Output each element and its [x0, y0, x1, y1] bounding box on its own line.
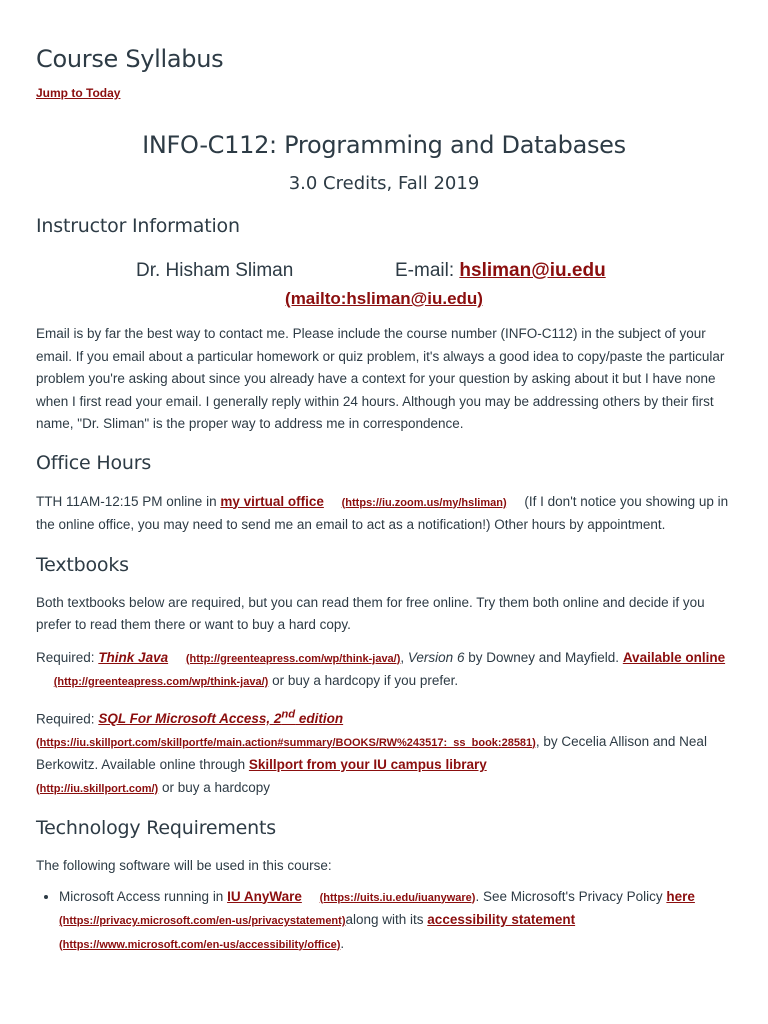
accessibility-statement-url[interactable]: (https://www.microsoft.com/en-us/accessibility/office)	[59, 938, 341, 951]
virtual-office-link[interactable]: my virtual office	[220, 493, 324, 509]
course-credits: 3.0 Credits, Fall 2019	[288, 173, 480, 194]
instructor-contact-row	[36, 257, 732, 285]
technology-intro: The following software will be used in this course:	[36, 858, 332, 873]
instructor-mailto-link[interactable]: (mailto:hsliman@iu.edu)	[285, 289, 483, 308]
instructor-heading: Instructor Information	[36, 215, 240, 237]
think-java-url[interactable]: (http://greenteapress.com/wp/think-java/)	[185, 652, 401, 665]
textbook-sql-access: Required: SQL For Microsoft Access, 2nd edition (https://iu.skillport.com/skillportfe/main.action#summary/BOOKS/RW%243517:_ss_book:28581), by Cecelia Allison and Neal Berkowitz. Available online through Skillport from your IU campus library (http://iu.skillport.com/) or buy a hardcopy	[36, 708, 707, 795]
email-label: E-mail: hsliman@iu.edu	[395, 260, 606, 281]
skillport-url[interactable]: (http://iu.skillport.com/)	[36, 782, 159, 795]
jump-to-today-link[interactable]: Jump to Today	[36, 86, 121, 100]
skillport-link[interactable]: Skillport from your IU campus library	[248, 757, 487, 772]
textbook-think-java: Required: Think Java (http://greenteapress.com/wp/think-java/), Version 6 by Downey and Mayfield. Available online (http://greenteapress.com/wp/think-java/) or buy a hardcopy if you prefer.	[36, 649, 726, 688]
textbooks-heading: Textbooks	[36, 553, 129, 576]
privacy-here-link[interactable]: here	[666, 888, 695, 904]
privacy-statement-url[interactable]: (https://privacy.microsoft.com/en-us/privacystatement)	[59, 915, 346, 927]
iu-anyware-link[interactable]: IU AnyWare	[227, 888, 302, 904]
available-online-link[interactable]: Available online	[622, 649, 726, 665]
virtual-office-url[interactable]: (https://iu.zoom.us/my/hsliman)	[341, 496, 507, 509]
course-title: INFO-C112: Programming and Databases	[142, 131, 626, 159]
instructor-paragraph: Email is by far the best way to contact me. Please include the course number (INFO-C112) in the subject of your email. If you email about a particular homework or quiz problem, it's always a good idea to copy/paste the particular problem you're asking about since you already have a context for your question by asking about it but I have none when I first read your email. I generally reply within 24 hours. Although you may be addressing others by their first name, "Dr. Sliman" is the proper way to address me in correspondence.	[36, 326, 725, 431]
technology-list	[36, 886, 732, 957]
textbooks-intro: Both textbooks below are required, but you can read them for free online. Try them both online and decide if you prefer to read them there or want to buy a hard copy.	[36, 594, 705, 632]
sql-access-link[interactable]: SQL For Microsoft Access, 2nd edition	[98, 708, 344, 726]
think-java-link[interactable]: Think Java	[98, 649, 169, 665]
office-hours-heading: Office Hours	[36, 451, 152, 474]
mailto-row	[36, 287, 732, 311]
accessibility-statement-link[interactable]: accessibility statement	[427, 912, 576, 927]
list-item: • Microsoft Access running in IU AnyWare (https://uits.iu.edu/iuanyware). See Microsoft's Privacy Policy here (https://privacy.microsoft.com/en-us/privacystatement)along with its accessibility statement (https://www.microsoft.com/en-us/accessibility/office).	[59, 886, 732, 957]
office-hours-paragraph: TTH 11AM-12:15 PM online in my virtual office (https://iu.zoom.us/my/hsliman) (If I don't notice you showing up in the online office, you may need to send me an email to act as a notification!) Other hours by appointment.	[36, 493, 729, 532]
instructor-email-link[interactable]: hsliman@iu.edu	[459, 260, 606, 281]
iu-anyware-url[interactable]: (https://uits.iu.edu/iuanyware)	[319, 891, 476, 904]
page-title: Course Syllabus	[36, 45, 224, 73]
technology-heading: Technology Requirements	[36, 817, 276, 839]
sql-access-url[interactable]: (https://iu.skillport.com/skillportfe/main.action#summary/BOOKS/RW%243517:_ss_book:28581)	[36, 736, 536, 749]
available-online-url[interactable]: (http://greenteapress.com/wp/think-java/)	[53, 676, 269, 688]
instructor-name: Dr. Hisham Sliman	[136, 260, 294, 281]
